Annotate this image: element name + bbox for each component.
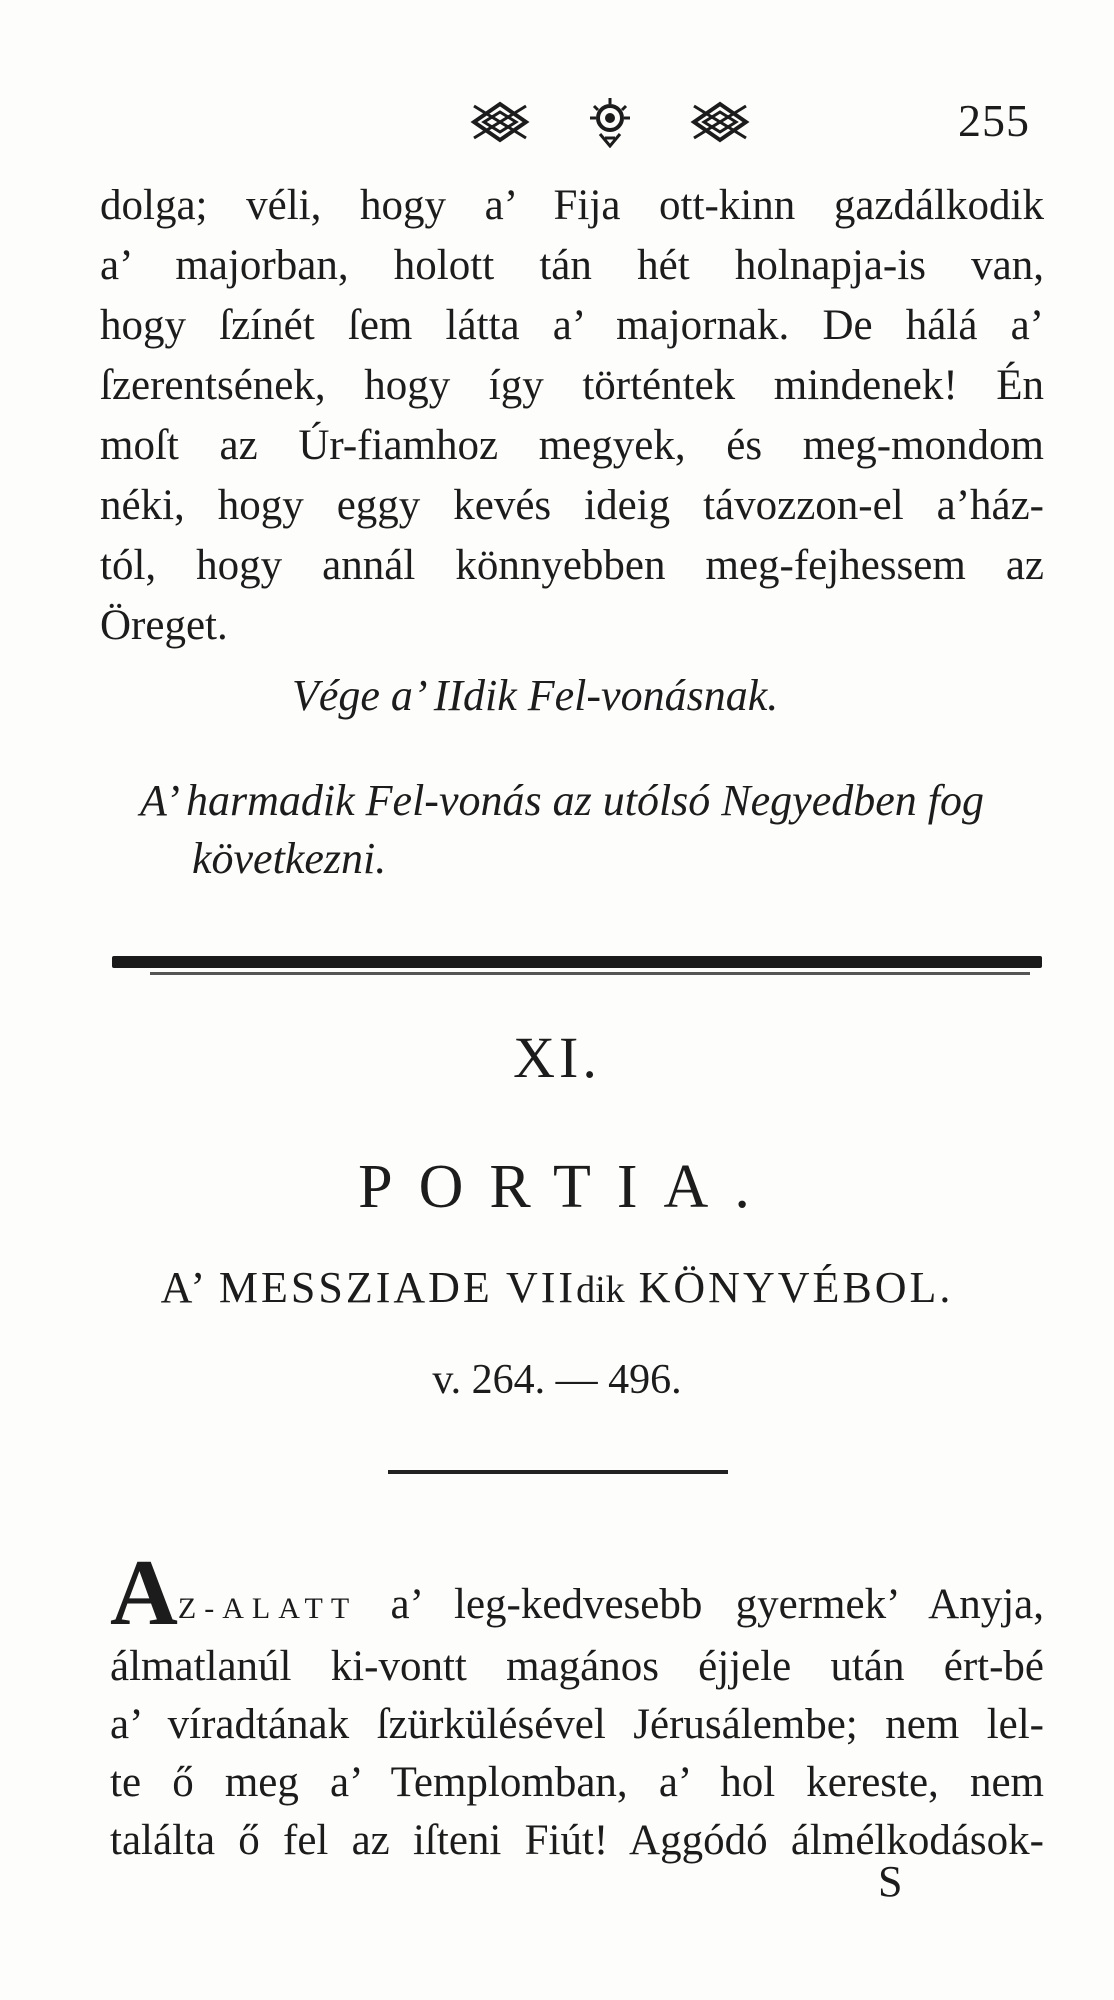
end-of-act-note: Vége a’ IIdik Fel-vonásnak. xyxy=(292,671,779,720)
diamond-knot-ornament-icon xyxy=(690,100,750,144)
text-line: ſzerentsének, hogy így történtek mindenek! Én xyxy=(100,362,1044,409)
verse-range: v. 264. — 496. xyxy=(432,1357,682,1403)
text-fragment: a’ leg-kedvesebb gyermek’ Anyja, xyxy=(357,1581,1044,1628)
small-caps-text: Z-ALATT xyxy=(177,1592,358,1625)
next-act-line: következni. xyxy=(192,834,387,883)
text-line: tól, hogy annál könnyebben meg-fejhessem az xyxy=(100,542,1044,589)
flower-ornament-icon xyxy=(585,96,635,148)
text-line: a’ víradtának ſzürkülésével Jérusálembe; nem lel- xyxy=(110,1701,1044,1748)
page-number: 255 xyxy=(958,95,1030,146)
source-text-small: dik xyxy=(576,1269,625,1311)
signature-mark: S xyxy=(878,1857,903,1906)
text-line: néki, hogy eggy kevés ideig távozzon-el a’ház- xyxy=(100,482,1044,529)
body-paragraph xyxy=(110,1541,1044,1870)
text-line: hogy ſzínét ſem látta a’ majornak. De hálá a’ xyxy=(100,302,1044,349)
next-act-note xyxy=(140,772,1044,888)
chapter-number: XI. xyxy=(513,1025,601,1090)
section-divider-underline xyxy=(150,972,1030,975)
text-line xyxy=(110,1541,1044,1645)
text-line: te ő meg a’ Templomban, a’ hol kereste, nem xyxy=(110,1759,1044,1806)
text-line: moſt az Úr-fiamhoz megyek, és meg-mondom xyxy=(100,422,1044,469)
drop-cap: A xyxy=(110,1541,178,1645)
section-divider xyxy=(112,956,1042,968)
text-line: a’ majorban, holott tán hét holnapja-is van, xyxy=(100,242,1044,289)
text-line: álmatlanúl ki-vontt magános éjjele után ért-bé xyxy=(110,1643,1044,1690)
top-paragraph xyxy=(100,176,1044,656)
short-divider xyxy=(388,1470,728,1474)
text-line: Öreget. xyxy=(100,602,228,649)
chapter-source xyxy=(0,1262,1114,1313)
next-act-line: A’ harmadik Fel-vonás az utólsó Negyedben fog xyxy=(140,776,984,825)
source-text: A’ MESSZIADE VII xyxy=(160,1263,577,1312)
text-line: találta ő fel az iſteni Fiút! Aggódó álmélkodások- xyxy=(110,1817,1044,1864)
diamond-knot-ornament-icon xyxy=(470,100,530,144)
text-line: dolga; véli, hogy a’ Fija ott-kinn gazdálkodik xyxy=(100,182,1044,229)
source-text: KÖNYVÉBOL. xyxy=(624,1263,954,1312)
header-ornament xyxy=(470,96,750,148)
chapter-title: PORTIA. xyxy=(358,1153,776,1221)
